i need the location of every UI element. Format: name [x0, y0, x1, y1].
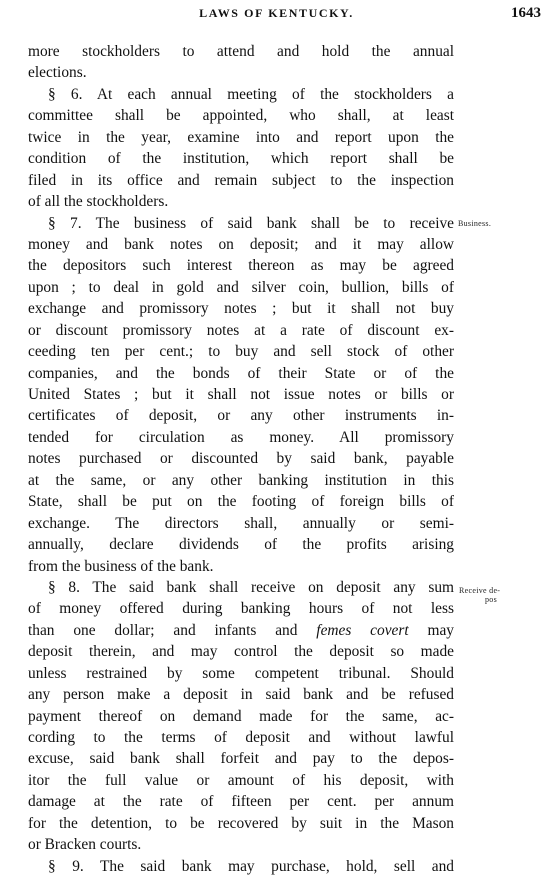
body-text: [28, 41, 454, 877]
text-line: § 7. The business of said bank shall be to receive: [48, 214, 454, 232]
text-line: cording to the terms of deposit and without lawful: [28, 729, 454, 746]
text-line: any person make a deposit in said bank and be refused: [28, 686, 454, 704]
text-line: itor the full value or amount of his deposit, with: [28, 771, 454, 789]
text-line: or discount promissory notes at a rate of discount ex-: [28, 321, 454, 339]
margin-note-business: Business.: [458, 219, 492, 228]
margin-note-line: pos: [485, 595, 498, 604]
running-title: LAWS OF KENTUCKY.: [199, 6, 354, 20]
text-line: unless restrained by some competent tribunal. Should: [28, 664, 454, 682]
margin-note-receive-deposits: [459, 586, 500, 604]
text-line: than one dollar; and infants and femes covert may: [28, 621, 454, 639]
text-line: from the business of the bank.: [28, 557, 214, 575]
text-line: of money offered during banking hours of not less: [28, 600, 454, 618]
text-line: damage at the rate of fifteen per cent. per annum: [28, 793, 454, 811]
text-line: filed in its office and remain subject to the inspection: [28, 171, 454, 189]
page-header: [28, 5, 541, 26]
text-line: United States ; but it shall not issue notes or bills or: [28, 386, 454, 403]
text-line: more stockholders to attend and hold the annual: [28, 43, 454, 60]
text-line: State, shall be put on the footing of foreign bills of: [28, 493, 454, 511]
text-line: ceeding ten per cent.; to buy and sell stock of other: [28, 343, 454, 361]
text-line: of all the stockholders.: [28, 193, 169, 211]
text-line: deposit therein, and may control the deposit so made: [28, 643, 454, 661]
text-line: the depositors such interest thereon as may be agreed: [28, 257, 454, 275]
text-line: annually, declare dividends of the profits arising: [28, 536, 454, 554]
text-line: condition of the institution, which report shall be: [28, 150, 454, 168]
text-line: § 9. The said bank may purchase, hold, sell and: [48, 857, 454, 875]
text-line: money and bank notes on deposit; and it may allow: [28, 235, 454, 253]
text-line: certificates of deposit, or any other instruments in-: [28, 407, 454, 425]
text-line: exchange. The directors shall, annually or semi-: [28, 514, 454, 532]
text-line: companies, and the bonds of their State or of the: [28, 364, 454, 382]
text-line: elections.: [28, 64, 87, 82]
text-line: or Bracken courts.: [28, 836, 142, 854]
text-line: committee shall be appointed, who shall, at least: [28, 107, 454, 125]
text-line: twice in the year, examine into and report upon the: [28, 128, 454, 146]
text-line: § 6. At each annual meeting of the stockholders a: [48, 85, 454, 103]
text-line: excuse, said bank shall forfeit and pay to the depos-: [28, 750, 454, 768]
text-line: at the same, or any other banking institution in this: [28, 471, 454, 489]
text-line: payment thereof on demand made for the same, ac-: [28, 707, 454, 725]
margin-note-line: Receive de-: [459, 586, 501, 595]
text-line: § 8. The said bank shall receive on deposit any sum: [48, 578, 454, 596]
text-line: notes purchased or discounted by said bank, payable: [28, 450, 454, 468]
text-line: upon ; to deal in gold and silver coin, bullion, bills of: [28, 278, 454, 296]
text-line: for the detention, to be recovered by suit in the Mason: [28, 814, 454, 832]
text-line: tended for circulation as money. All promissory: [28, 428, 454, 446]
page-number: 1643: [511, 5, 541, 21]
text-line: exchange and promissory notes ; but it shall not buy: [28, 300, 454, 318]
